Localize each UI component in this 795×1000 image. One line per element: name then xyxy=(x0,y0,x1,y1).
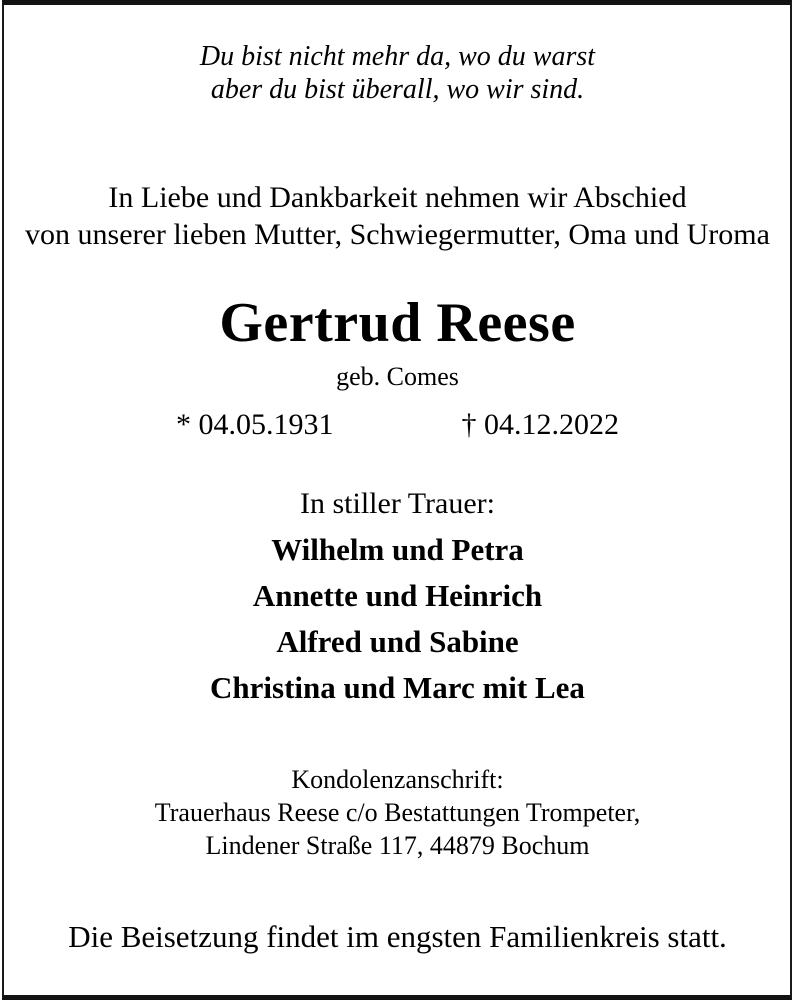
birth-date: * 04.05.1931 xyxy=(176,408,334,441)
life-dates xyxy=(0,405,795,445)
memorial-quote-line: aber du bist überall, wo wir sind. xyxy=(210,74,585,105)
maiden-name: geb. Comes xyxy=(336,362,459,391)
farewell-text xyxy=(0,179,795,253)
death-date: † 04.12.2022 xyxy=(461,408,619,441)
memorial-quote-line: Du bist nicht mehr da, wo du warst xyxy=(199,41,596,72)
condolence-label: Kondolenzanschrift: xyxy=(291,765,504,794)
mourner-line: Wilhelm und Petra xyxy=(271,532,524,567)
condolence-section xyxy=(0,763,795,862)
mourners-list xyxy=(0,527,795,711)
mourner-line: Christina und Marc mit Lea xyxy=(210,670,585,705)
condolence-address-line: Lindener Straße 117, 44879 Bochum xyxy=(205,831,590,860)
deceased-name: Gertrud Reese xyxy=(219,292,576,354)
memorial-quote xyxy=(0,40,795,106)
farewell-text-line: von unserer lieben Mutter, Schwiegermutter, Oma und Uroma xyxy=(25,218,770,251)
mourning-label: In stiller Trauer: xyxy=(300,487,495,520)
mourner-line: Annette und Heinrich xyxy=(252,578,543,613)
funeral-note: Die Beisetzung findet im engsten Familienkreis statt. xyxy=(68,919,727,954)
condolence-address-line: Trauerhaus Reese c/o Bestattungen Trompeter, xyxy=(154,798,641,827)
farewell-text-line: In Liebe und Dankbarkeit nehmen wir Abschied xyxy=(108,181,687,214)
mourner-line: Alfred und Sabine xyxy=(276,624,519,659)
